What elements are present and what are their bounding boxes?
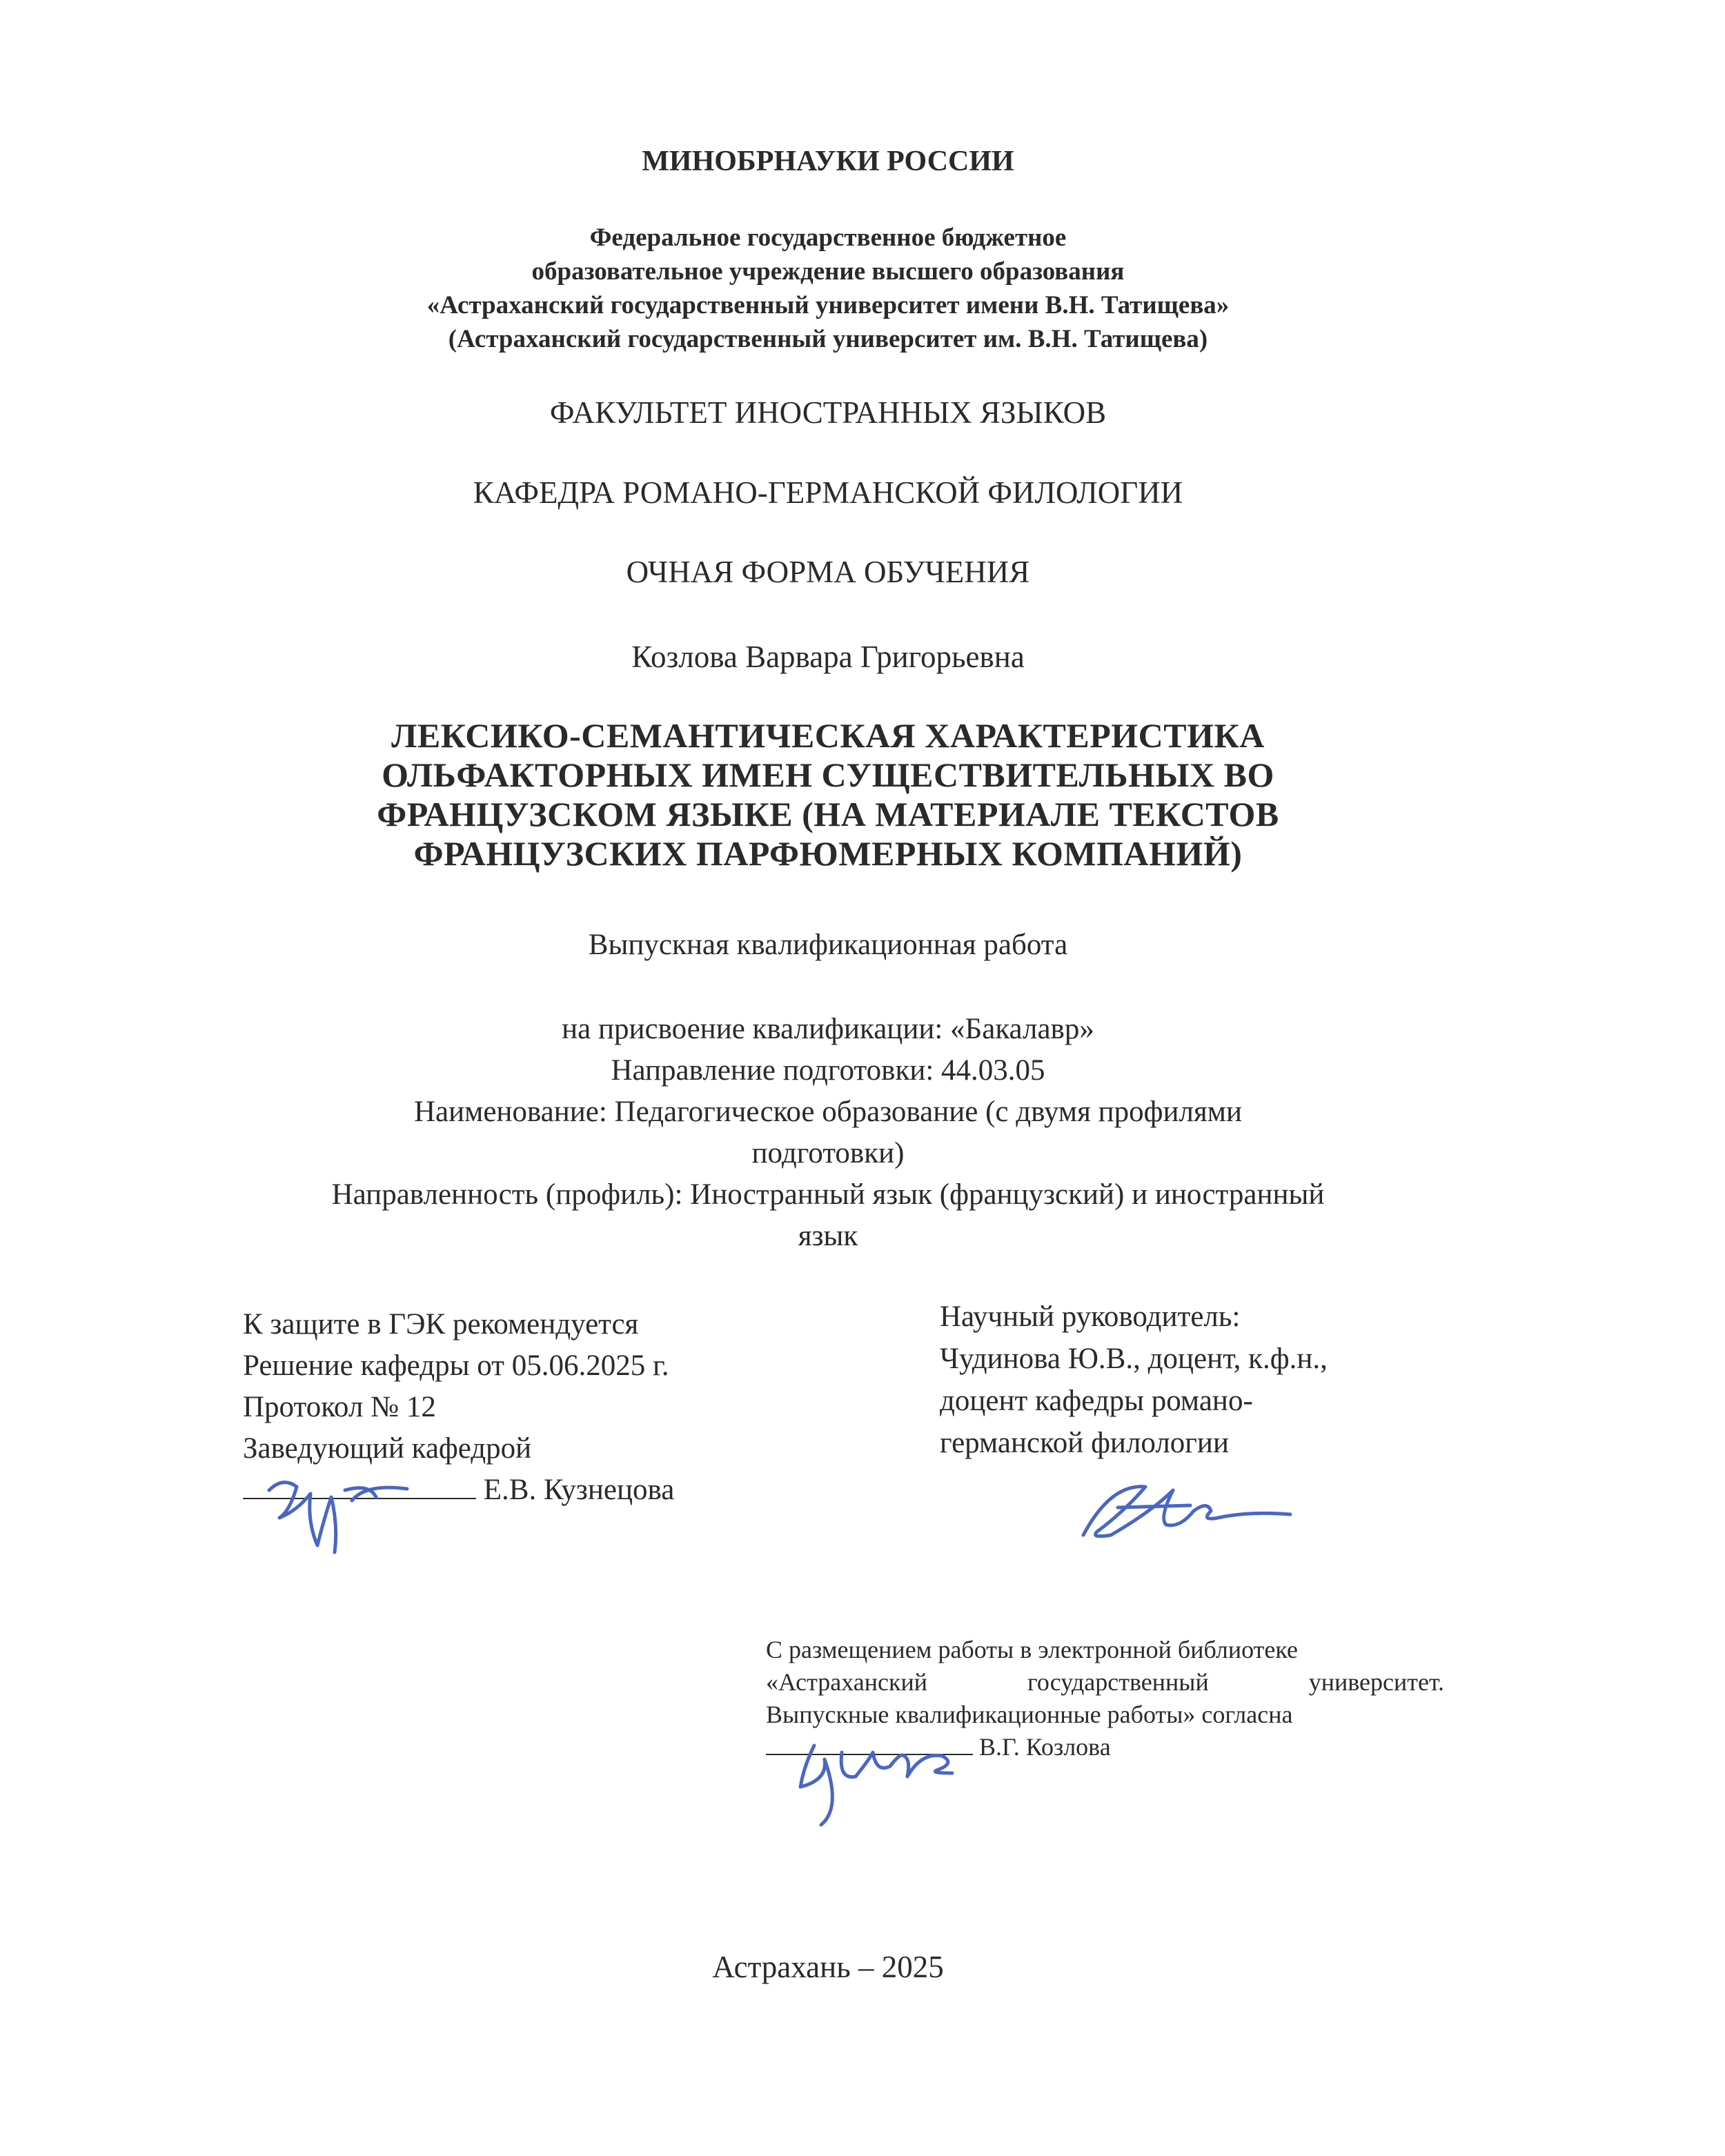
faculty-name: ФАКУЛЬТЕТ ИНОСТРАННЫХ ЯЗЫКОВ: [549, 395, 1107, 430]
supervisor-line: Чудинова Ю.В., доцент, к.ф.н.,: [940, 1343, 1328, 1375]
consent-word: «Астраханский: [766, 1668, 927, 1696]
author-name: Козлова Варвара Григорьевна: [631, 640, 1025, 674]
institution-line: образовательное учреждение высшего образования: [531, 257, 1125, 286]
consent-word: государственный: [1027, 1668, 1209, 1696]
thesis-title-line: ОЛЬФАКТОРНЫХ ИМЕН СУЩЕСТВИТЕЛЬНЫХ ВО: [382, 755, 1274, 794]
defense-signature-line: [243, 1470, 809, 1511]
consent-signature-line: [766, 1731, 1444, 1763]
supervisor-line: Научный руководитель:: [940, 1300, 1241, 1333]
head-of-department-name: Е.В. Кузнецова: [483, 1474, 675, 1506]
consent-line-justified: [766, 1666, 1444, 1699]
defense-line: К защите в ГЭК рекомендуется: [243, 1308, 639, 1341]
qualification-block: [172, 1009, 1483, 1257]
defense-line: Заведующий кафедрой: [243, 1432, 532, 1465]
study-form: ОЧНАЯ ФОРМА ОБУЧЕНИЯ: [626, 555, 1030, 589]
ministry-heading: МИНОБРНАУКИ РОССИИ: [642, 146, 1014, 177]
signature-underline: [766, 1736, 973, 1755]
institution-line: «Астраханский государственный университет имени В.Н. Татищева»: [426, 291, 1230, 319]
qualification-line: Направление подготовки: 44.03.05: [611, 1054, 1045, 1087]
defense-line: Решение кафедры от 05.06.2025 г.: [243, 1349, 669, 1382]
thesis-title-line: ФРАНЦУЗСКИХ ПАРФЮМЕРНЫХ КОМПАНИЙ): [413, 834, 1243, 873]
defense-line: Протокол № 12: [243, 1391, 436, 1423]
defense-recommendation-block: [243, 1304, 809, 1511]
thesis-title-line: ЛЕКСИКО-СЕМАНТИЧЕСКАЯ ХАРАКТЕРИСТИКА: [391, 716, 1265, 755]
supervisor-line: доцент кафедры романо-: [940, 1385, 1253, 1417]
department-name: КАФЕДРА РОМАНО-ГЕРМАНСКОЙ ФИЛОЛОГИИ: [473, 475, 1183, 510]
qualification-line: подготовки): [751, 1137, 905, 1169]
consent-line: Выпускные квалификационные работы» согласна: [766, 1701, 1293, 1728]
consent-word: университет.: [1308, 1668, 1444, 1696]
city-year: Астрахань – 2025: [712, 1950, 944, 1984]
student-name: В.Г. Козлова: [979, 1733, 1111, 1761]
qualification-line: Наименование: Педагогическое образование (с двумя профилями: [413, 1096, 1243, 1128]
work-type: Выпускная квалификационная работа: [588, 929, 1068, 961]
supervisor-block: [940, 1296, 1492, 1464]
qualification-line: язык: [798, 1220, 858, 1252]
institution-line: (Астраханский государственный университет им. В.Н. Татищева): [448, 325, 1208, 353]
supervisor-line: германской филологии: [940, 1427, 1229, 1459]
qualification-line: Направленность (профиль): Иностранный язык (французский) и иностранный: [331, 1178, 1325, 1211]
qualification-line: на присвоение квалификации: «Бакалавр»: [562, 1013, 1094, 1045]
library-consent-block: [766, 1634, 1444, 1763]
consent-line: С размещением работы в электронной библиотеке: [766, 1636, 1298, 1663]
thesis-title-line: ФРАНЦУЗСКОМ ЯЗЫКЕ (НА МАТЕРИАЛЕ ТЕКСТОВ: [377, 795, 1279, 833]
signature-underline: [243, 1477, 476, 1499]
thesis-title: [172, 716, 1483, 873]
institution-name: [172, 221, 1483, 356]
institution-line: Федеральное государственное бюджетное: [589, 224, 1067, 252]
supervisor-signature: [1070, 1470, 1297, 1545]
